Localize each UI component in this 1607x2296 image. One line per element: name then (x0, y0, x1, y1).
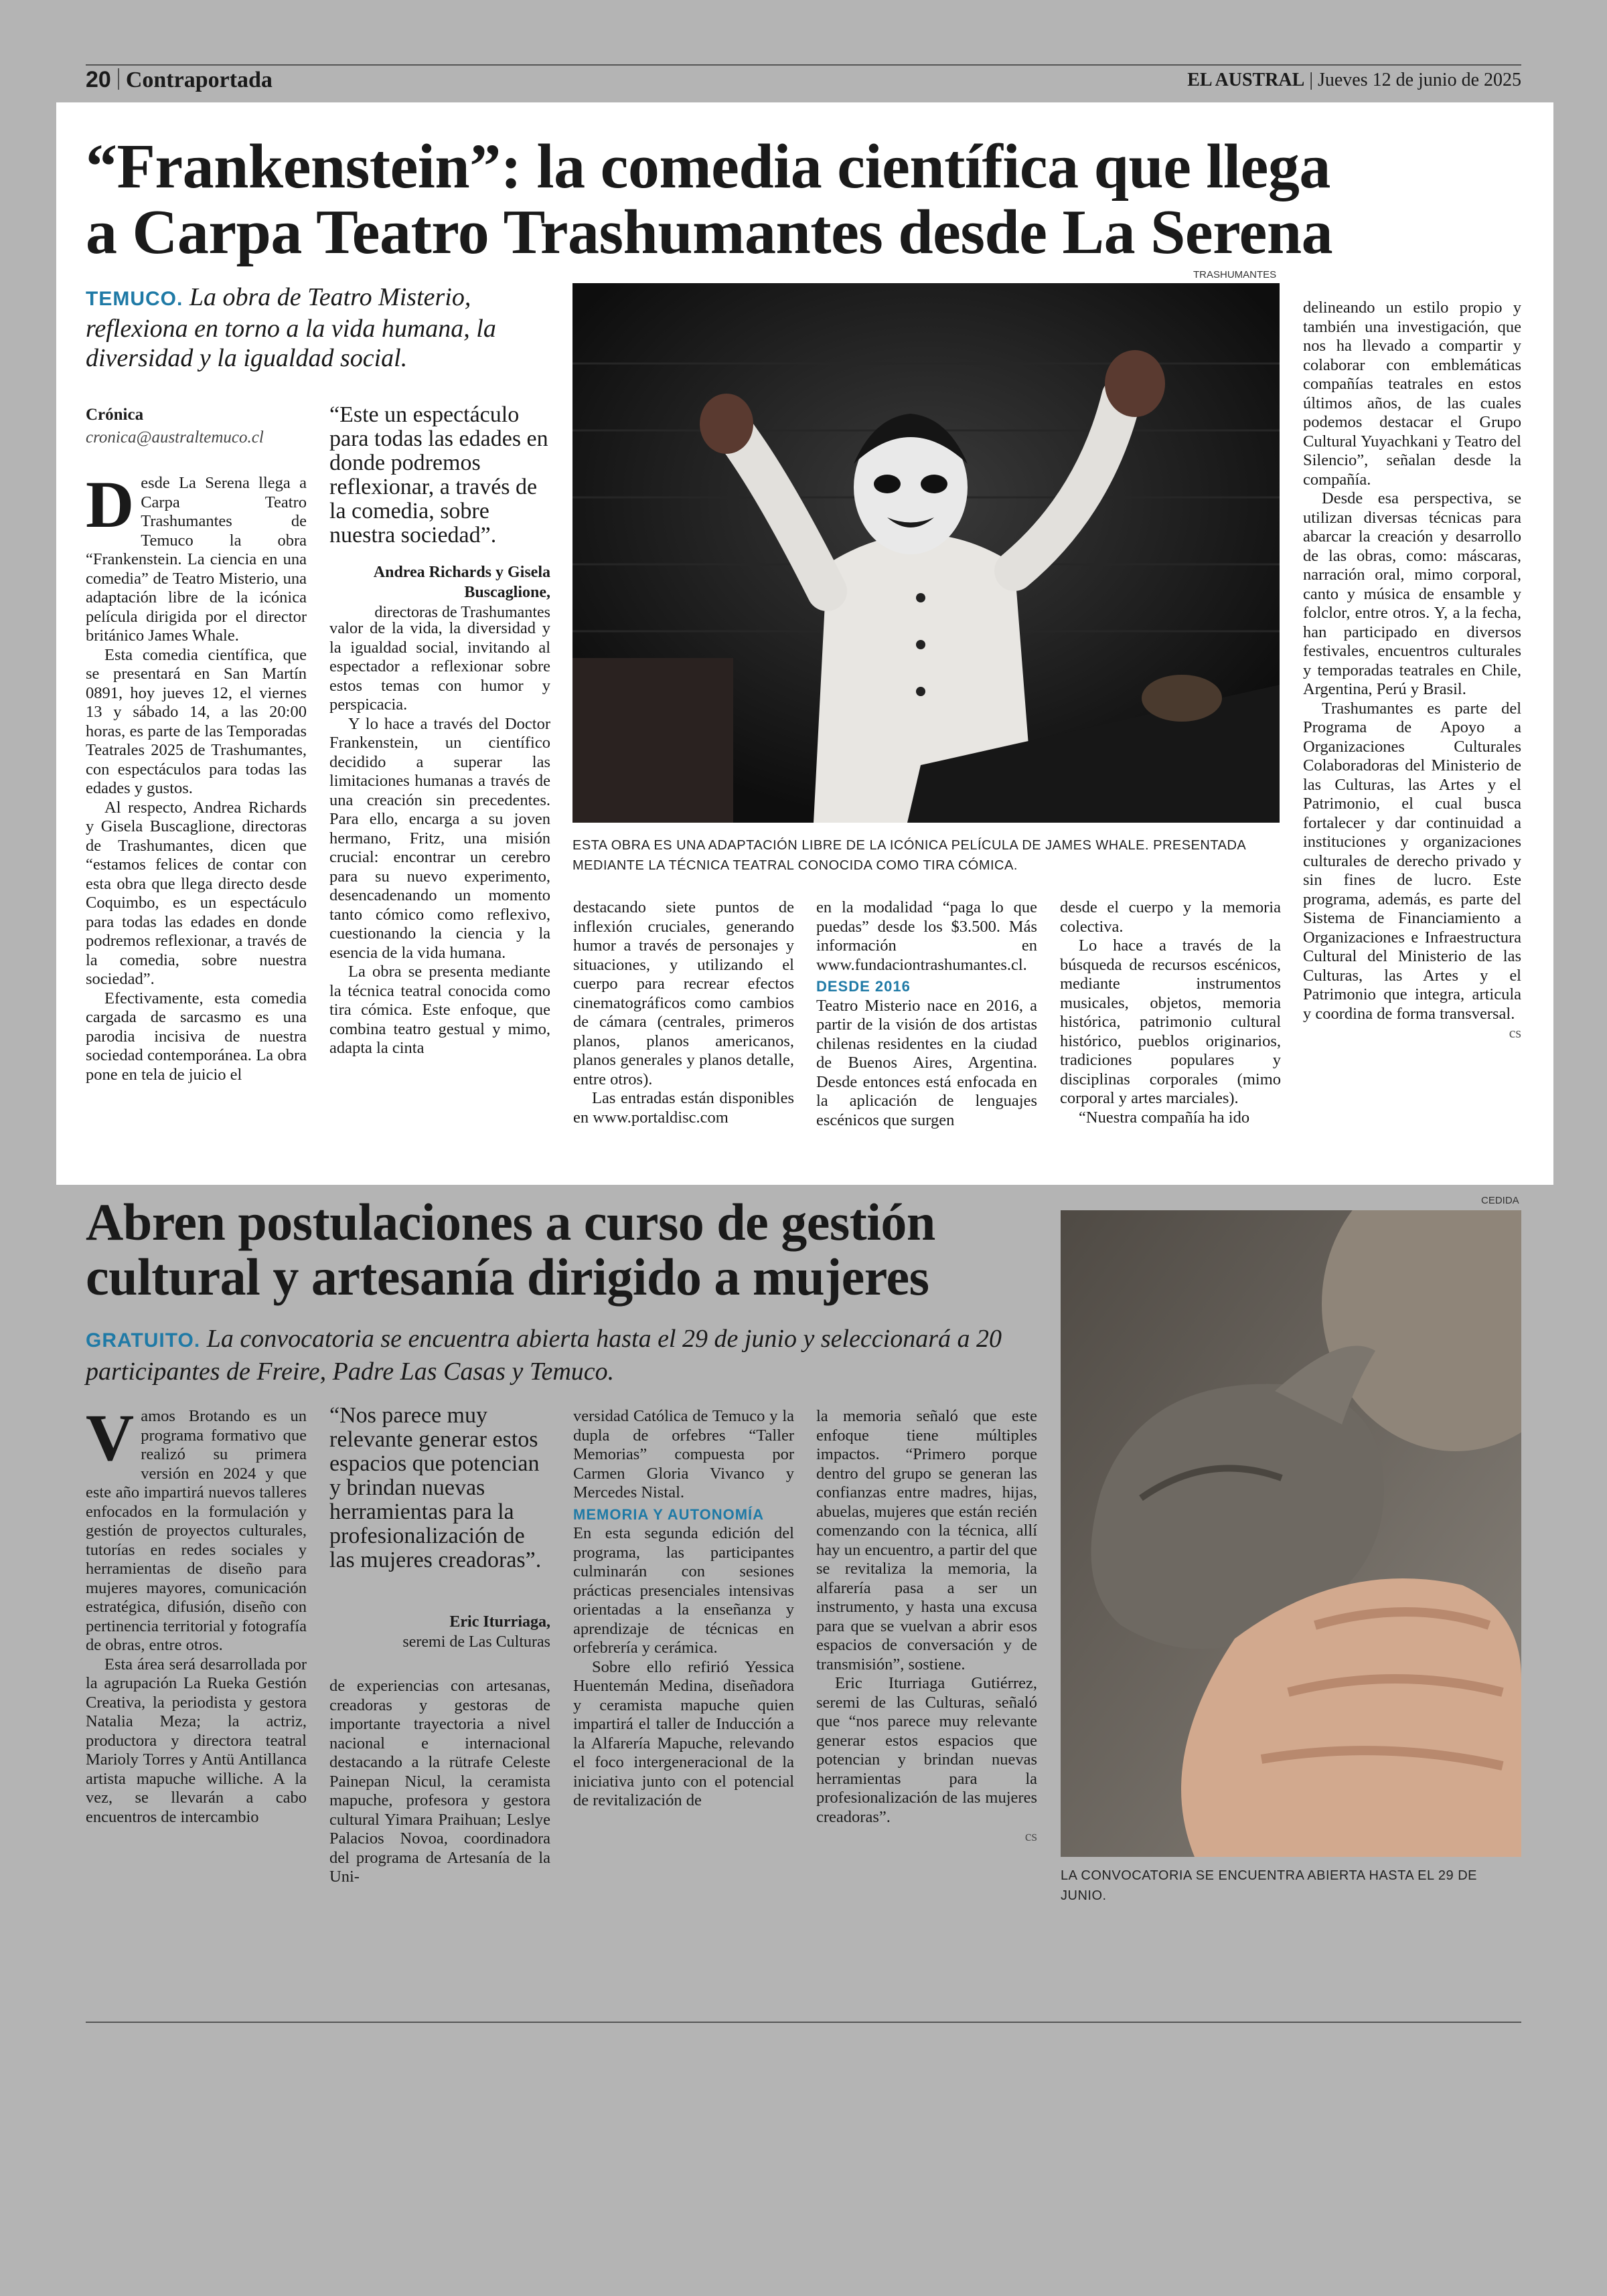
paragraph: versidad Católica de Temuco y la dupla de orfebres “Taller Memorias” compuesta por Carmen Gloria Vivanco y Mercedes Nistal. (573, 1407, 794, 1501)
paragraph: En esta segunda edición del programa, las participantes culminarán con sesiones prácticas presenciales intensivas orientadas a la enseñanza y aprendizaje de técnicas en orfebrería y cerámica. (573, 1524, 794, 1657)
paragraph: Esta comedia científica, que se presentará en San Martín 0891, hoy jueves 12, el viernes 13 y sábado 14, a las 20:00 horas, es parte de las Temporadas Teatrales 2025 de Trashumantes, con espectáculos para todas las edades y gustos. (86, 645, 307, 797)
paragraph: esde La Serena llega a Carpa Teatro Trashumantes de Temuco la obra “Frankenstein. La ciencia en una comedia” de Teatro Misterio, una adaptación libre de la icónica película dirigida por el director británico James Whale. (86, 474, 307, 645)
paragraph: valor de la vida, la diversidad y la igualdad social, invitando al espectador a reflexionar sobre estos temas con humor y perspicacia. (329, 619, 550, 714)
article2-lead (86, 1323, 1043, 1387)
paragraph: de experiencias con artesanas, creadoras y gestoras de importante trayectoria a nivel nacional e internacional destacando a la rütrafe Celeste Painepan Nicul, la ceramista mapuche, profesora y gestora cultural Yimara Praihuan; Leslye Palacios Novoa, coordinadora del programa de Artesanía de la Uni- (329, 1677, 550, 1886)
headline-line: Abren postulaciones a curso de gestión (86, 1193, 935, 1251)
article1-column-2 (329, 619, 550, 1058)
page-header-section (86, 67, 273, 93)
quote-role: seremi de Las Culturas (402, 1633, 550, 1651)
quote-author: Andrea Richards y Gisela Buscaglione, (373, 564, 550, 601)
pottery-hands-photo (1061, 1210, 1521, 1857)
article1-pull-quote: “Este un espectáculo para todas las edades en donde podremos reflexionar, a través de la comedia, sobre nuestra sociedad”. (329, 402, 548, 548)
photo-credit: CEDIDA (1481, 1195, 1519, 1206)
page-header-paper: EL AUSTRAL | Jueves 12 de junio de 2025 (1187, 70, 1521, 90)
subhead: DESDE 2016 (816, 978, 911, 995)
subhead: MEMORIA Y AUTONOMÍA (573, 1505, 765, 1523)
byline-email[interactable]: cronica@australtemuco.cl (86, 428, 264, 446)
article1-column-3 (573, 898, 794, 1127)
paragraph: Trashumantes es parte del Programa de Apoyo a Organizaciones Culturales Colaboradoras del Ministerio de las Culturas, las Artes y el Patrimonio, el cual busca fortalecer y dar continuidad a instituciones y organizaciones culturales de derecho privado y sin fines de lucro. Este programa, además, es parte del Sistema de Financiamiento a Organizaciones e Infraestructura Cultural del Ministerio de las Culturas, las Artes y el Patrimonio que integra, articula y coordina de forma transversal. (1303, 699, 1521, 1023)
paragraph: La obra se presenta mediante la técnica teatral conocida como tira cómica. Este enfoque, que combina teatro gestual y mimo, adapta la cinta (329, 963, 550, 1057)
article1-column-5 (1060, 898, 1281, 1127)
paper-name: EL AUSTRAL (1187, 70, 1305, 90)
article1-column-1 (86, 467, 307, 1084)
paragraph: “Nuestra compañía ha ido (1079, 1108, 1250, 1127)
article1-lead (86, 282, 541, 373)
photo-credit: TRASHUMANTES (1193, 269, 1277, 280)
paragraph: Al respecto, Andrea Richards y Gisela Buscaglione, directoras de Trashumantes, dicen que “estamos felices de contar con esta obra que llega directo desde Coquimbo, es un espectáculo para todas las edades en donde podremos reflexionar, a través de la comedia, sobre nuestra sociedad”. (86, 798, 307, 988)
paragraph: Eric Iturriaga Gutiérrez, seremi de las Culturas, señaló que “nos parece muy relevante generar estos espacios que potencian y brindan nuevas herramientas para la profesionalización de las mujeres creadoras”. (816, 1674, 1037, 1826)
article2-column-4 (816, 1407, 1037, 1846)
quote-role: directoras de Trashumantes (374, 604, 550, 621)
drop-cap: D (86, 467, 135, 542)
article2-pull-quote: “Nos parece muy relevante generar estos espacios que potencian y brindan nuevas herramientas para la profesionalización de las mujeres creadoras”. (329, 1403, 542, 1572)
paragraph: amos Brotando es un programa formativo que realizó su primera versión en 2024 y que este año impartirá nuevos talleres enfocados en la formulación y gestión de proyectos culturales, tutorías en redes sociales y herramientas de diseño para mujeres mayores, comunicación estratégica, difusión, diseño con pertinencia territorial y fotografía de obras, entre otros. (86, 1407, 307, 1654)
drop-cap: V (86, 1400, 135, 1475)
paragraph: Y lo hace a través del Doctor Frankenstein, un científico decidido a superar las limitaciones humanas a través de una creación sin precedentes. Para ello, encarga a su joven hermano, Fritz, una misión crucial: encontrar un cerebro para su nuevo experimento, desencadenando un momento tanto cómico como reflexivo, cuestionando la ciencia y la esencia de la vida humana. (329, 714, 550, 962)
paragraph: Lo hace a través de la búsqueda de recursos escénicos, mediante instrumentos musicales, objetos, memoria histórica, patrimonio cultural histórico, pueblos originarios, tradiciones populares y disciplinas corporales (mimo corporal y artes marciales). (1060, 936, 1281, 1107)
quote-author: Eric Iturriaga, (449, 1613, 550, 1631)
paragraph: Sobre ello refirió Yessica Huentemán Medina, diseñadora y ceramista mapuche quien impartirá el taller de Inducción a la Alfarería Mapuche, relevando el foco intergeneracional de la iniciativa junto con el potencial de revitalización de (573, 1657, 794, 1809)
article2-headline (86, 1195, 1043, 1305)
paragraph: desde el cuerpo y la memoria colectiva. (1060, 898, 1281, 936)
lead-kicker: TEMUCO. (86, 288, 183, 310)
lead-text: La convocatoria se encuentra abierta hasta el 29 de junio y seleccionará a 20 participantes de Freire, Padre Las Casas y Temuco. (86, 1325, 1002, 1386)
article2-column-1 (86, 1400, 307, 1827)
headline-line: cultural y artesanía dirigido a mujeres (86, 1248, 929, 1306)
article2-column-3 (573, 1407, 794, 1811)
top-rule (86, 64, 1521, 66)
paragraph: Las entradas están disponibles en www.portaldisc.com (573, 1089, 794, 1127)
photo-caption: LA CONVOCATORIA SE ENCUENTRA ABIERTA HASTA EL 29 DE JUNIO. (1061, 1868, 1477, 1903)
issue-date: Jueves 12 de junio de 2025 (1317, 70, 1521, 90)
headline-line: “Frankenstein”: la comedia científica que llega (86, 132, 1330, 201)
paragraph: Esta área será desarrollada por la agrupación La Rueka Gestión Creativa, la periodista y gestora Natalia Meza; la actriz, productora y directora teatral Marioly Torres y Antü Antillanca artista mapuche williche. A la vez, se llevarán a cabo encuentros de intercambio (86, 1655, 307, 1826)
paragraph: Desde esa perspectiva, se utilizan diversas técnicas para abarcar la creación y desarrollo de las obras, como: máscaras, narración oral, mimo corporal, canto y música de ensamble y folclor, entre otros. Y, a la fecha, han participado en diversos festivales, encuentros culturales y temporadas teatrales en Chile, Argentina, Perú y Brasil. (1303, 489, 1521, 698)
paragraph: delineando un estilo propio y también una investigación, que nos ha llevado a compartir y colaborar con emblemáticas compañías teatrales en estos últimos años, de las cuales podemos destacar el Grupo Cultural Yuyachkani y Teatro del Silencio”, señalan desde la compañía. (1303, 299, 1521, 489)
performer-photo (572, 283, 1280, 823)
article1-headline (86, 134, 1525, 265)
pottery-hands-photo-icon (1061, 1210, 1521, 1857)
bottom-rule (86, 2022, 1521, 2023)
paragraph: en la modalidad “paga lo que puedas” desde los $3.500. Más información en www.fundaciontrashumantes.cl. (816, 898, 1037, 974)
paragraph: Efectivamente, esta comedia cargada de sarcasmo es una parodia incisiva de nuestra sociedad contemporánea. La obra pone en tela de juicio el (86, 989, 307, 1084)
byline-name: Crónica (86, 406, 144, 424)
header-separator (118, 68, 119, 90)
headline-line: a Carpa Teatro Trashumantes desde La Serena (86, 197, 1333, 267)
lead-kicker: GRATUITO. (86, 1329, 201, 1351)
lead-text: La obra de Teatro Misterio, reflexiona en torno a la vida humana, la diversidad y la igualdad social. (86, 283, 496, 372)
paragraph: la memoria señaló que este enfoque tiene múltiples impactos. “Primero porque dentro del grupo se generan las confianzas entre madres, hijas, abuelas, mujeres que están recién comenzando con la técnica, allí hay un encuentro, a partir del que se revitaliza la memoria, la alfarería pasa a ser un instrumento, y hasta una excusa para que se vuelvan a abrir esos espacios de conversación y de transmisión”, sostiene. (816, 1407, 1037, 1673)
section-name: Contraportada (125, 68, 273, 92)
article1-column-4 (816, 898, 1037, 1130)
end-mark: cs (1024, 1827, 1037, 1844)
performer-photo-icon (572, 283, 1280, 823)
article1-column-6 (1303, 299, 1521, 1043)
end-mark: cs (1509, 1024, 1521, 1041)
article2-quote-attribution (329, 1612, 550, 1652)
article1-quote-attribution (329, 562, 550, 623)
paragraph: destacando siete puntos de inflexión cruciales, generando humor a través de personajes y situaciones, y utilizando el cuerpo para recrear efectos cinematográficos como cambios de cámara (centrales, primeros planos, planos americanos, planos generales y planos detalle, entre otros). (573, 898, 794, 1088)
paragraph: Teatro Misterio nace en 2016, a partir de la visión de dos artistas chilenas residentes en la ciudad de Buenos Aires, Argentina. Desde entonces está enfocada en la aplicación de lenguajes escénicos que surgen (816, 996, 1037, 1129)
photo-caption: ESTA OBRA ES UNA ADAPTACIÓN LIBRE DE LA ICÓNICA PELÍCULA DE JAMES WHALE. PRESENTADA MEDIANTE LA TÉCNICA TEATRAL CONOCIDA COMO TIRA CÓMICA. (572, 838, 1246, 873)
article2-column-2 (329, 1677, 550, 1887)
page-number: 20 (86, 67, 111, 92)
